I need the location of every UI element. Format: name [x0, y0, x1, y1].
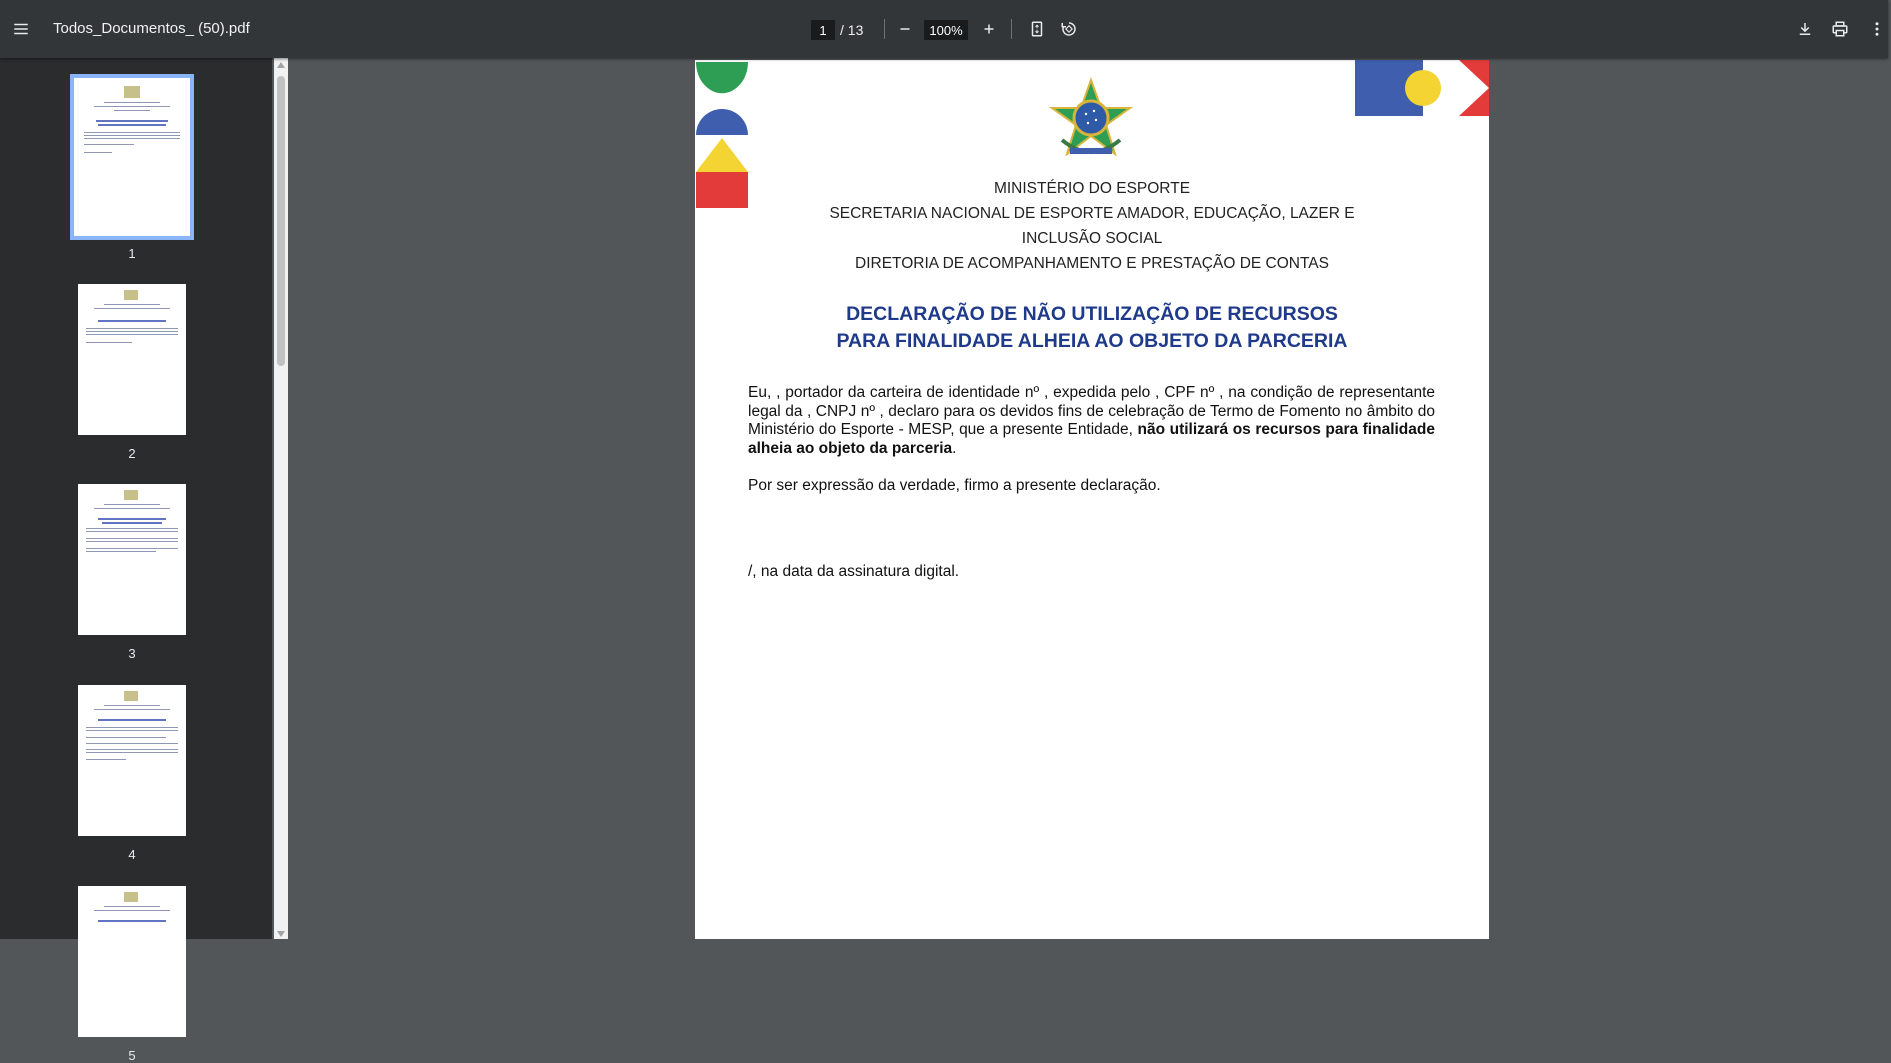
thumbnail-label: 2	[128, 446, 136, 461]
pdf-page-1	[695, 60, 1489, 939]
thumbnail-page-4[interactable]	[78, 685, 186, 836]
thumbnail-label: 5	[128, 1048, 136, 1063]
decorative-shapes-right	[1355, 60, 1489, 118]
closing-statement: Por ser expressão da verdade, firmo a presente declaração.	[748, 477, 1161, 494]
body-text-bold: não utilizará os recursos para finalidade alheia ao objeto da parceria	[748, 421, 1435, 458]
zoom-in-icon[interactable]	[975, 15, 1003, 43]
rotate-icon[interactable]	[1055, 15, 1083, 43]
thumbnail-page-1[interactable]	[74, 78, 190, 236]
toolbar-divider	[884, 19, 885, 39]
download-icon[interactable]	[1791, 15, 1819, 43]
page-number-input[interactable]	[811, 20, 835, 40]
place-and-date: /, na data da assinatura digital.	[748, 563, 960, 580]
declaration-title-line2: PARA FINALIDADE ALHEIA AO OBJETO DA PARCERIA	[836, 330, 1348, 352]
print-icon[interactable]	[1826, 15, 1854, 43]
thumbnail-page-2[interactable]	[78, 284, 186, 435]
pdf-toolbar	[0, 0, 1888, 58]
scroll-down-arrow[interactable]	[277, 931, 285, 937]
secretariat-name-line2: INCLUSÃO SOCIAL	[1021, 230, 1163, 247]
menu-icon[interactable]	[7, 15, 35, 43]
body-text: Eu, , portador da carteira de identidade nº , expedida pelo , CPF nº , na condição de representante legal da , CNPJ nº , declaro para os devidos fins de celebração de Termo de Fomento no âmbito do Ministério do Esporte - MESP, que a presente Entidade,	[748, 384, 1435, 439]
more-vert-icon[interactable]	[1863, 15, 1891, 43]
declaration-body	[748, 384, 1435, 459]
body-text-end: .	[952, 440, 957, 458]
thumbnail-page-3[interactable]	[78, 484, 186, 635]
thumbnail-label: 1	[128, 246, 136, 261]
thumbnail-label: 3	[128, 646, 136, 661]
directorate-name: DIRETORIA DE ACOMPANHAMENTO E PRESTAÇÃO DE CONTAS	[855, 255, 1329, 272]
brazil-coat-of-arms-icon	[1048, 78, 1134, 166]
zoom-input[interactable]	[924, 20, 968, 40]
fit-page-icon[interactable]	[1023, 15, 1051, 43]
toolbar-divider	[1011, 19, 1012, 39]
ministry-name: MINISTÉRIO DO ESPORTE	[993, 180, 1191, 197]
document-title: Todos_Documentos_ (50).pdf	[53, 20, 250, 37]
thumbnail-page-5[interactable]	[78, 886, 186, 1037]
thumbnail-sidebar	[0, 58, 272, 1063]
zoom-out-icon[interactable]	[891, 15, 919, 43]
scroll-up-arrow[interactable]	[277, 62, 285, 68]
sidebar-scrollbar[interactable]	[274, 58, 288, 939]
secretariat-name-line1: SECRETARIA NACIONAL DE ESPORTE AMADOR, EDUCAÇÃO, LAZER E	[829, 205, 1355, 222]
declaration-title-line1: DECLARAÇÃO DE NÃO UTILIZAÇÃO DE RECURSOS	[846, 303, 1338, 325]
scrollbar-thumb[interactable]	[277, 76, 285, 366]
page-total: / 13	[840, 22, 864, 38]
thumbnail-label: 4	[128, 847, 136, 862]
